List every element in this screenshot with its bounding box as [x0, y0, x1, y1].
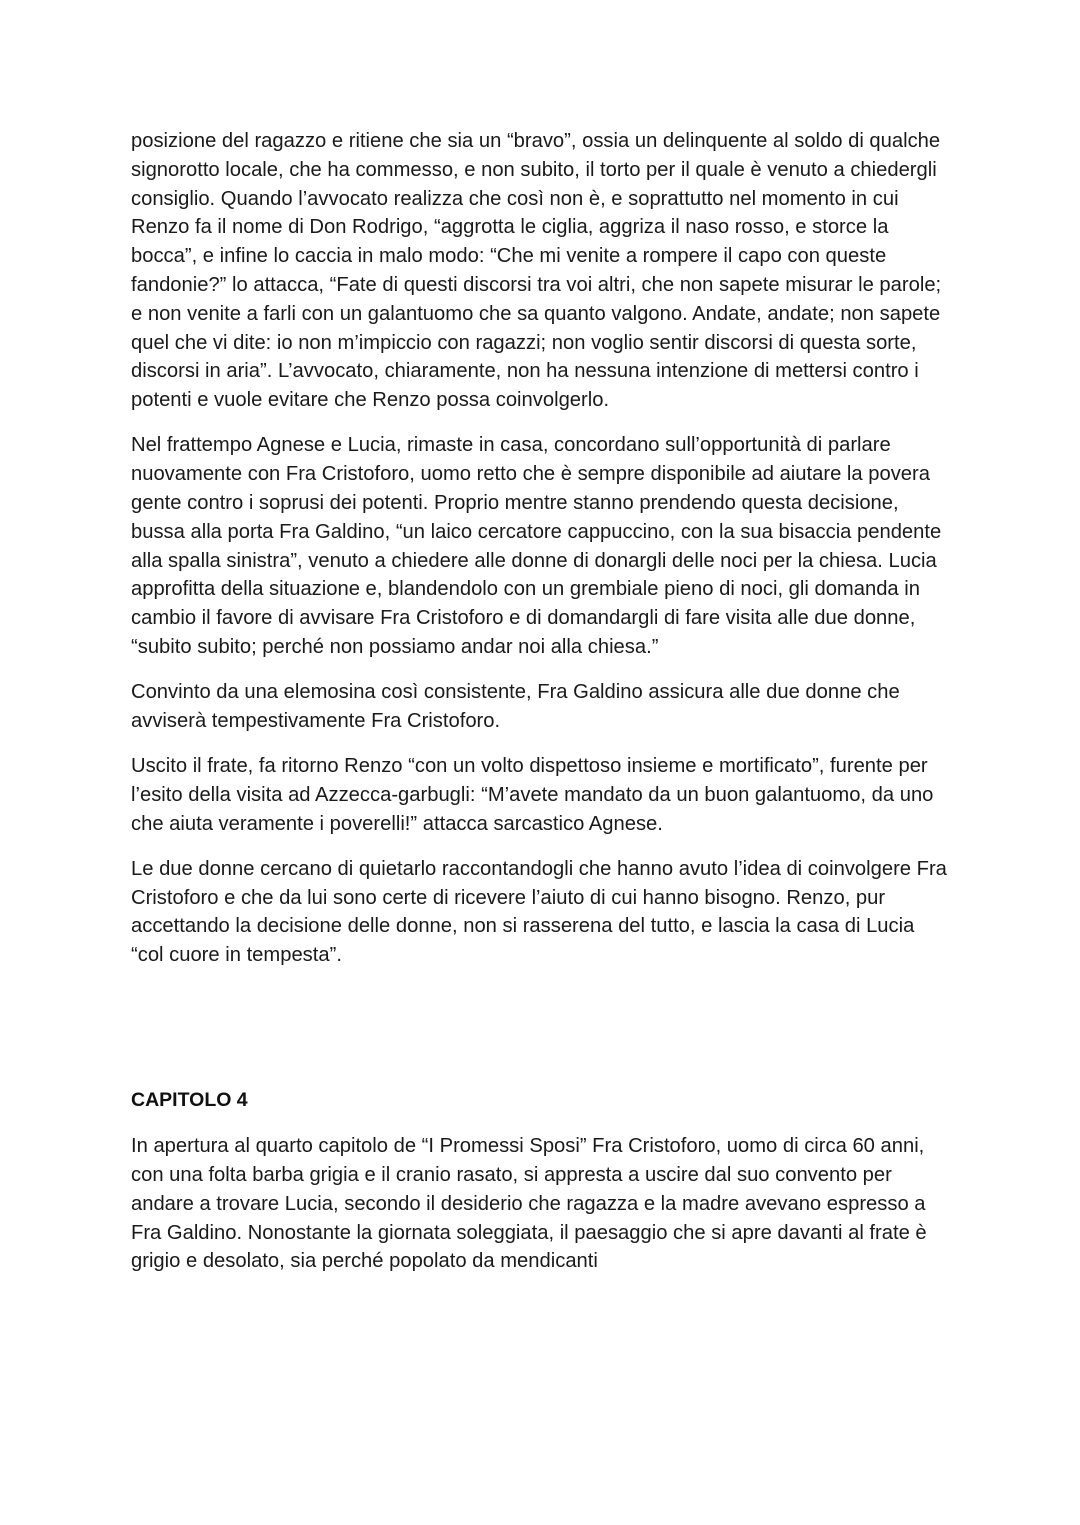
- paragraph-fra-galdino: Convinto da una elemosina così consistente, Fra Galdino assicura alle due donne che avviserà tempestivamente Fra Cristoforo.: [131, 681, 900, 732]
- chapter-heading: CAPITOLO 4: [131, 1089, 248, 1112]
- section-spacer: [131, 986, 951, 1086]
- paragraph-donne-quietano: Le due donne cercano di quietarlo raccontandogli che hanno avuto l’idea di coinvolgere Fra Cristoforo e che da lui sono certe di ricevere l’aiuto di cui hanno bisogno. Renzo, pur accettando la decisione delle donne, non si rasserena del tutto, e lascia la casa di Lucia “col cuore in tempesta”.: [131, 857, 947, 967]
- paragraph-renzo-ritorno: Uscito il frate, fa ritorno Renzo “con un volto dispettoso insieme e mortificato”, furente per l’esito della visita ad Azzecca-garbugli: “M’avete mandato da un buon galantuomo, da uno che aiuta veramente i poverelli!” attacca sarcastico Agnese.: [131, 755, 934, 835]
- paragraph-agnese-lucia: Nel frattempo Agnese e Lucia, rimaste in casa, concordano sull’opportunità di parlare nuovamente con Fra Cristoforo, uomo retto che è sempre disponibile ad aiutare la povera gente contro i soprusi dei potenti. Proprio mentre stanno prendendo questa decisione, bussa alla porta Fra Galdino, “un laico cercatore cappuccino, con la sua bisaccia pendente alla spalla sinistra”, venuto a chiedere alle donne di donargli delle noci per la chiesa. Lucia approfitta della situazione e, blandendolo con un grembiale pieno di noci, gli domanda in cambio il favore di avvisare Fra Cristoforo e di domandargli di fare visita alle due donne, “subito subito; perché non possiamo andar noi alla chiesa.”: [131, 434, 942, 658]
- document-body: [131, 127, 951, 1293]
- paragraph-avvocato: posizione del ragazzo e ritiene che sia un “bravo”, ossia un delinquente al soldo di qualche signorotto locale, che ha commesso, e non subito, il torto per il quale è venuto a chiedergli consiglio. Quando l’avvocato realizza che così non è, e soprattutto nel momento in cui Renzo fa il nome di Don Rodrigo, “aggrotta le ciglia, aggriza il naso rosso, e storce la bocca”, e infine lo caccia in malo modo: “Che mi venite a rompere il capo con queste fandonie?” lo attacca, “Fate di questi discorsi tra voi altri, che non sapete misurar le parole; e non venite a farli con un galantuomo che sa quanto valgono. Andate, andate; non sapete quel che vi dite: io non m’impiccio con ragazzi; non voglio sentir discorsi di questa sorte, discorsi in aria”. L’avvocato, chiaramente, non ha nessuna intenzione di mettersi contro i potenti e vuole evitare che Renzo possa coinvolgerlo.: [131, 130, 942, 412]
- paragraph-capitolo-4-apertura: In apertura al quarto capitolo de “I Promessi Sposi” Fra Cristoforo, uomo di circa 60 anni, con una folta barba grigia e il cranio rasato, si appresta a uscire dal suo convento per andare a trovare Lucia, secondo il desiderio che ragazza e la madre avevano espresso a Fra Galdino. Nonostante la giornata soleggiata, il paesaggio che si apre davanti al frate è grigio e desolato, sia perché popolato da mendicanti: [131, 1135, 927, 1273]
